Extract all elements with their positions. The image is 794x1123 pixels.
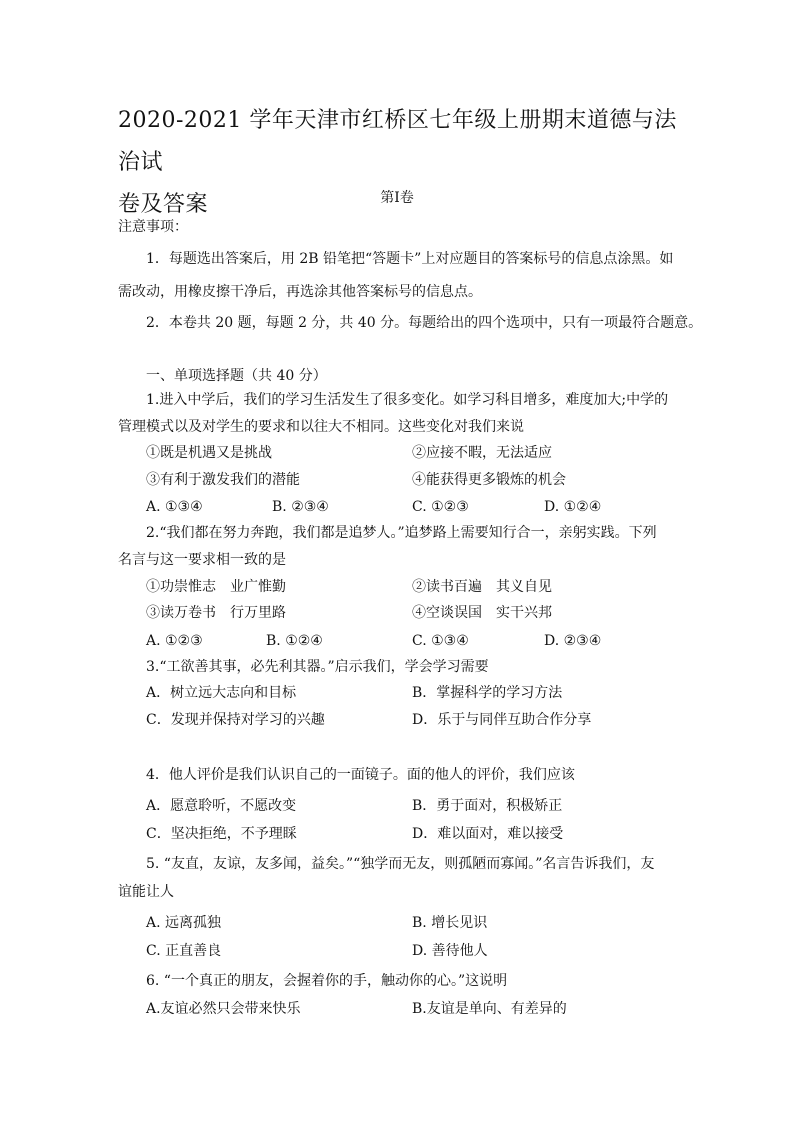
q1-statement-4: ④能获得更多锻炼的机会 [412,472,566,488]
q4-option-d: D．难以面对，难以接受 [412,826,564,842]
q6-option-a: A.友谊必然只会带来快乐 [146,1001,301,1017]
q5-stem-line-1: 5. “友直，友谅，友多闻，益矣。”“独学而无友，则孤陋而寡闻。”名言告诉我们，友 [146,856,655,872]
q1-stem-line-2: 管理模式以及对学生的要求和以往大不相同。这些变化对我们来说 [118,419,524,435]
q3-option-c: C．发现并保持对学习的兴趣 [146,712,325,728]
q2-option-a: A. ①②③ [146,633,203,649]
q6-option-b: B.友谊是单向、有差异的 [412,1001,567,1017]
q4-option-c: C．坚决拒绝，不予理睬 [146,826,297,842]
q2-statement-1: ①功崇惟志 业广惟勤 [146,579,286,595]
q1-option-c: C. ①②③ [412,499,469,515]
q2-statement-2: ②读书百遍 其义自见 [412,579,552,595]
q2-stem-line-1: 2.“我们都在努力奔跑，我们都是追梦人。”追梦路上需要知行合一，亲躬实践。下列 [146,525,657,541]
note-1-line-2: 需改动，用橡皮擦干净后，再选涂其他答案标号的信息点。 [118,284,482,300]
q4-option-b: B．勇于面对，积极矫正 [412,798,563,814]
section-heading: 一、单项选择题（共 40 分） [146,368,327,384]
q1-statement-1: ①既是机遇又是挑战 [146,445,272,461]
q1-statement-3: ③有利于激发我们的潜能 [146,472,300,488]
q4-option-a: A．愿意聆听，不愿改变 [146,798,297,814]
volume-heading: 第Ⅰ卷 [380,190,414,206]
title-line-1: 2020-2021 学年天津市红桥区七年级上册期末道德与法治试 [118,108,677,175]
q4-stem: 4．他人评价是我们认识自己的一面镜子。面的他人的评价，我们应该 [146,767,575,783]
q2-statement-3: ③读万卷书 行万里路 [146,605,286,621]
q1-option-d: D. ①②④ [544,499,602,515]
q5-option-c: C. 正直善良 [146,943,222,959]
note-1-line-1: 1．每题选出答案后，用 2B 铅笔把“答题卡”上对应题目的答案标号的信息点涂黑。如 [146,251,674,267]
q5-option-b: B. 增长见识 [412,915,488,931]
q5-stem-line-2: 谊能让人 [118,884,174,900]
q2-option-c: C. ①③④ [412,633,469,649]
q3-option-a: A．树立远大志向和目标 [146,685,297,701]
q2-option-b: B. ①②④ [266,633,323,649]
document-title [118,100,688,226]
title-line-2: 卷及答案 [118,192,209,217]
q3-option-d: D．乐于与同伴互助合作分享 [412,712,592,728]
q2-stem-line-2: 名言与这一要求相一致的是 [118,552,286,568]
q5-option-d: D. 善待他人 [412,943,488,959]
notes-heading: 注意事项： [118,219,188,235]
note-2: 2．本卷共 20 题，每题 2 分，共 40 分。每题给出的四个选项中，只有一项最符合题意。 [146,315,703,331]
q1-option-b: B. ②③④ [272,499,329,515]
q3-option-b: B．掌握科学的学习方法 [412,685,563,701]
q1-stem-line-1: 1.进入中学后，我们的学习生活发生了很多变化。如学习科目增多，难度加大;中学的 [146,392,669,408]
q6-stem: 6. “一个真正的朋友，会握着你的手，触动你的心。”这说明 [146,973,508,989]
q2-statement-4: ④空谈误国 实干兴邦 [412,605,552,621]
q3-stem: 3.“工欲善其事，必先利其器。”启示我们，学会学习需要 [146,659,489,675]
q2-option-d: D. ②③④ [544,633,602,649]
q5-option-a: A. 远离孤独 [146,915,222,931]
q1-statement-2: ②应接不暇，无法适应 [412,445,552,461]
q1-option-a: A. ①③④ [146,499,203,515]
